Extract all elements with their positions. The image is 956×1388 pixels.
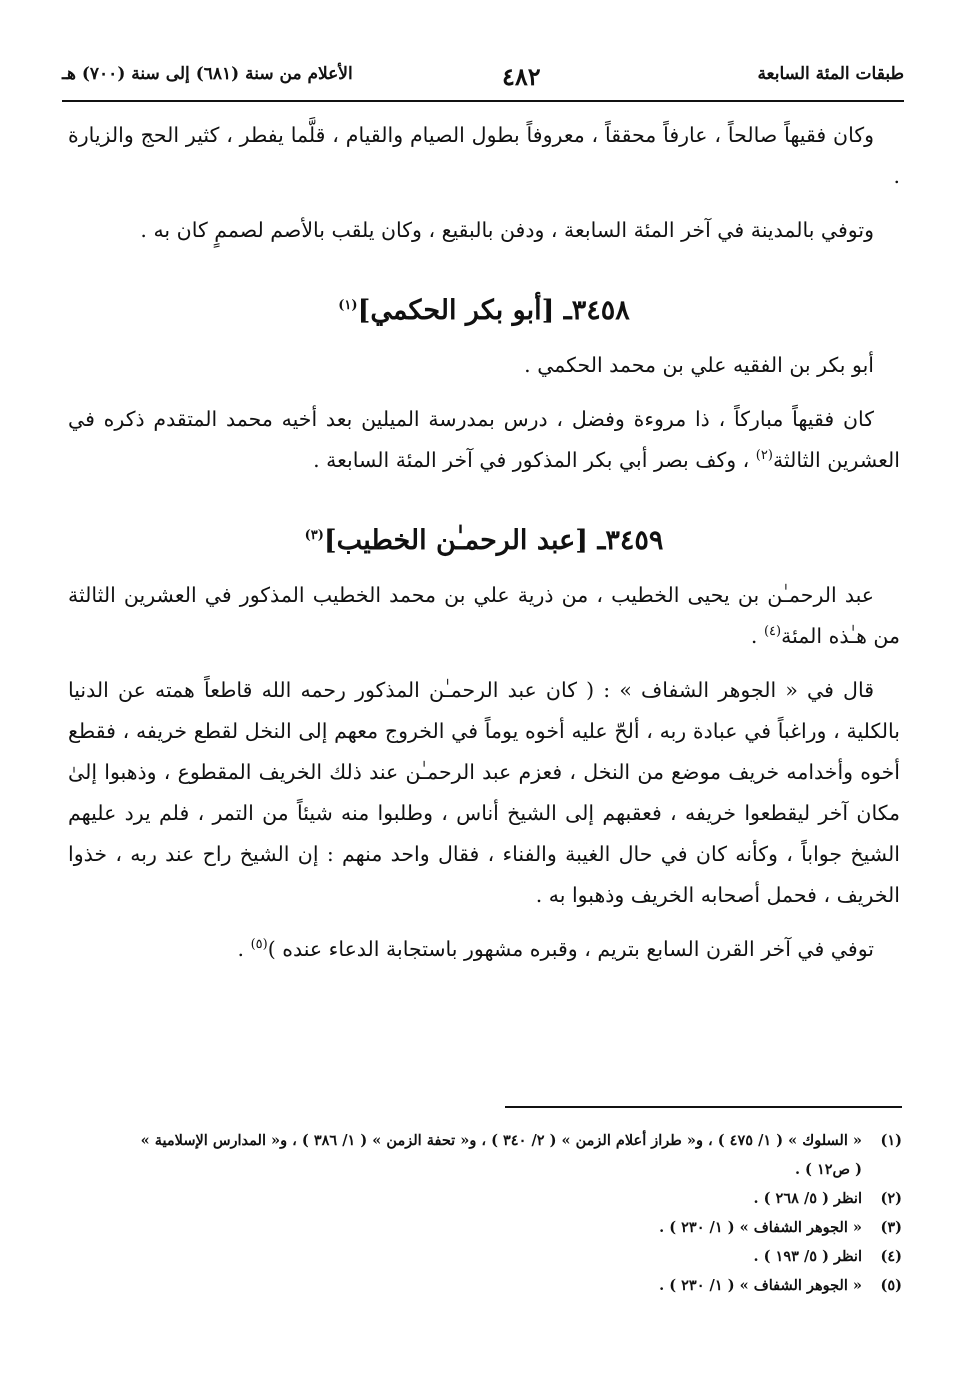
footnote-ref: (١) [338, 298, 358, 313]
footnotes [66, 1126, 902, 1300]
footnote [66, 1126, 902, 1155]
footnote-number: (٤) [880, 1248, 902, 1265]
footnote-number: (٢) [880, 1190, 902, 1207]
footnote-ref: (٤) [763, 624, 782, 640]
text-run: كان فقيهاً مباركاً ، ذا مروءة وفضل ، درس بمدرسة الميلين بعد أخيه محمد المتقدم ذكره في العشرين الثالثة [68, 407, 900, 472]
header-section-title: طبقات المئة السابعة [757, 64, 904, 84]
paragraph: وتوفي بالمدينة في آخر المئة السابعة ، ودفن بالبقيع ، وكان يلقب بالأصم لصممٍ كان به . [140, 218, 874, 242]
header-divider [62, 100, 904, 102]
footnote-continuation: ( ص١٢ ) . [794, 1161, 862, 1178]
paragraph: أبو بكر بن الفقيه علي بن محمد الحكمي . [524, 353, 874, 377]
text-run: ، وكف بصر أبي بكر المذكور في آخر المئة السابعة . [313, 448, 756, 472]
footnote-text: انظر ( ٥/ ١٩٣ ) . [753, 1248, 862, 1265]
page-number: ٤٨٢ [502, 62, 541, 91]
footnote-number: (٥) [880, 1277, 902, 1294]
paragraph: قال في « الجوهر الشفاف » : ( كان عبد الرحمـٰن المذكور رحمه الله قاطعاً همته عن الدنيا بالكلية ، وراغباً في عبادة ربه ، ألحّ عليه أخوه يوماً في الخروج معهم إلى النخل لقطع خريفه ، فقطع أخوه وأخدامه خريف موضع من النخل ، فعزم عبد الرحمـٰن عند ذلك الخريف المقطوع ، وذهبوا إلىٰ مكان آخر ليقطعوا خريفه ، فعقبهم إلى الشيخ أناس ، وطلبوا منه شيئاً من التمر ، فلم يرد عليهم الشيخ جواباً ، وكأنه كان في حال الغيبة والفناء ، فقال واحد منهم : إن الشيخ راح عند ربه ، خذوا الخريف ، فحمل أصحابه الخريف وذهبوا به . [68, 678, 900, 907]
footnote-text: « السلوك » ( ١/ ٤٧٥ ) ، و« طراز أعلام الزمن » ( ٢/ ٣٤٠ ) ، و« تحفة الزمن » ( ١/ ٣٨٦ ) ، و« المدارس الإسلامية » [140, 1132, 862, 1149]
header-range-title: الأعلام من سنة (٦٨١) إلى سنة (٧٠٠) هـ [62, 64, 353, 84]
footnote-ref: (٣) [304, 528, 324, 543]
paragraph [68, 575, 900, 657]
footnote [66, 1242, 902, 1271]
footnote [66, 1184, 902, 1213]
footnote-number: (١) [880, 1132, 902, 1149]
text-run: . [750, 624, 764, 648]
footnote-number: (٣) [880, 1219, 902, 1236]
footnote [66, 1213, 902, 1242]
paragraph [68, 399, 900, 481]
paragraph [68, 929, 900, 970]
footnote-ref: (٢) [755, 448, 773, 464]
text-run: . [237, 937, 251, 961]
text-run: توفي في آخر القرن السابع بتريم ، وقبره مشهور باستجابة الدعاء عنده ) [267, 937, 874, 961]
footnote-divider [505, 1106, 902, 1108]
footnote-text: « الجوهر الشفاف » ( ١/ ٢٣٠ ) . [659, 1219, 862, 1236]
footnote-text: انظر ( ٥/ ٢٦٨ ) . [753, 1190, 862, 1207]
text-run: عبد الرحمـٰن بن يحيى الخطيب ، من ذرية علي بن محمد الخطيب المذكور في العشرين الثالثة من هـٰذه المئة [68, 583, 900, 648]
entry-heading-3459 [68, 517, 900, 565]
entry-title: ٣٤٥٩ـ [عبد الرحمـٰن الخطيب] [323, 525, 664, 556]
entry-title: ٣٤٥٨ـ [أبو بكر الحكمي] [357, 295, 630, 326]
footnote-ref: (٥) [250, 937, 268, 953]
main-text [68, 115, 900, 970]
entry-heading-3458 [68, 287, 900, 335]
running-header [62, 62, 904, 98]
paragraph: وكان فقيهاً صالحاً ، عارفاً محققاً ، معروفاً بطول الصيام والقيام ، قلَّما يفطر ، كثير الحج والزيارة . [68, 123, 900, 188]
footnote [66, 1271, 902, 1300]
footnote-text: « الجوهر الشفاف » ( ١/ ٢٣٠ ) . [659, 1277, 862, 1294]
